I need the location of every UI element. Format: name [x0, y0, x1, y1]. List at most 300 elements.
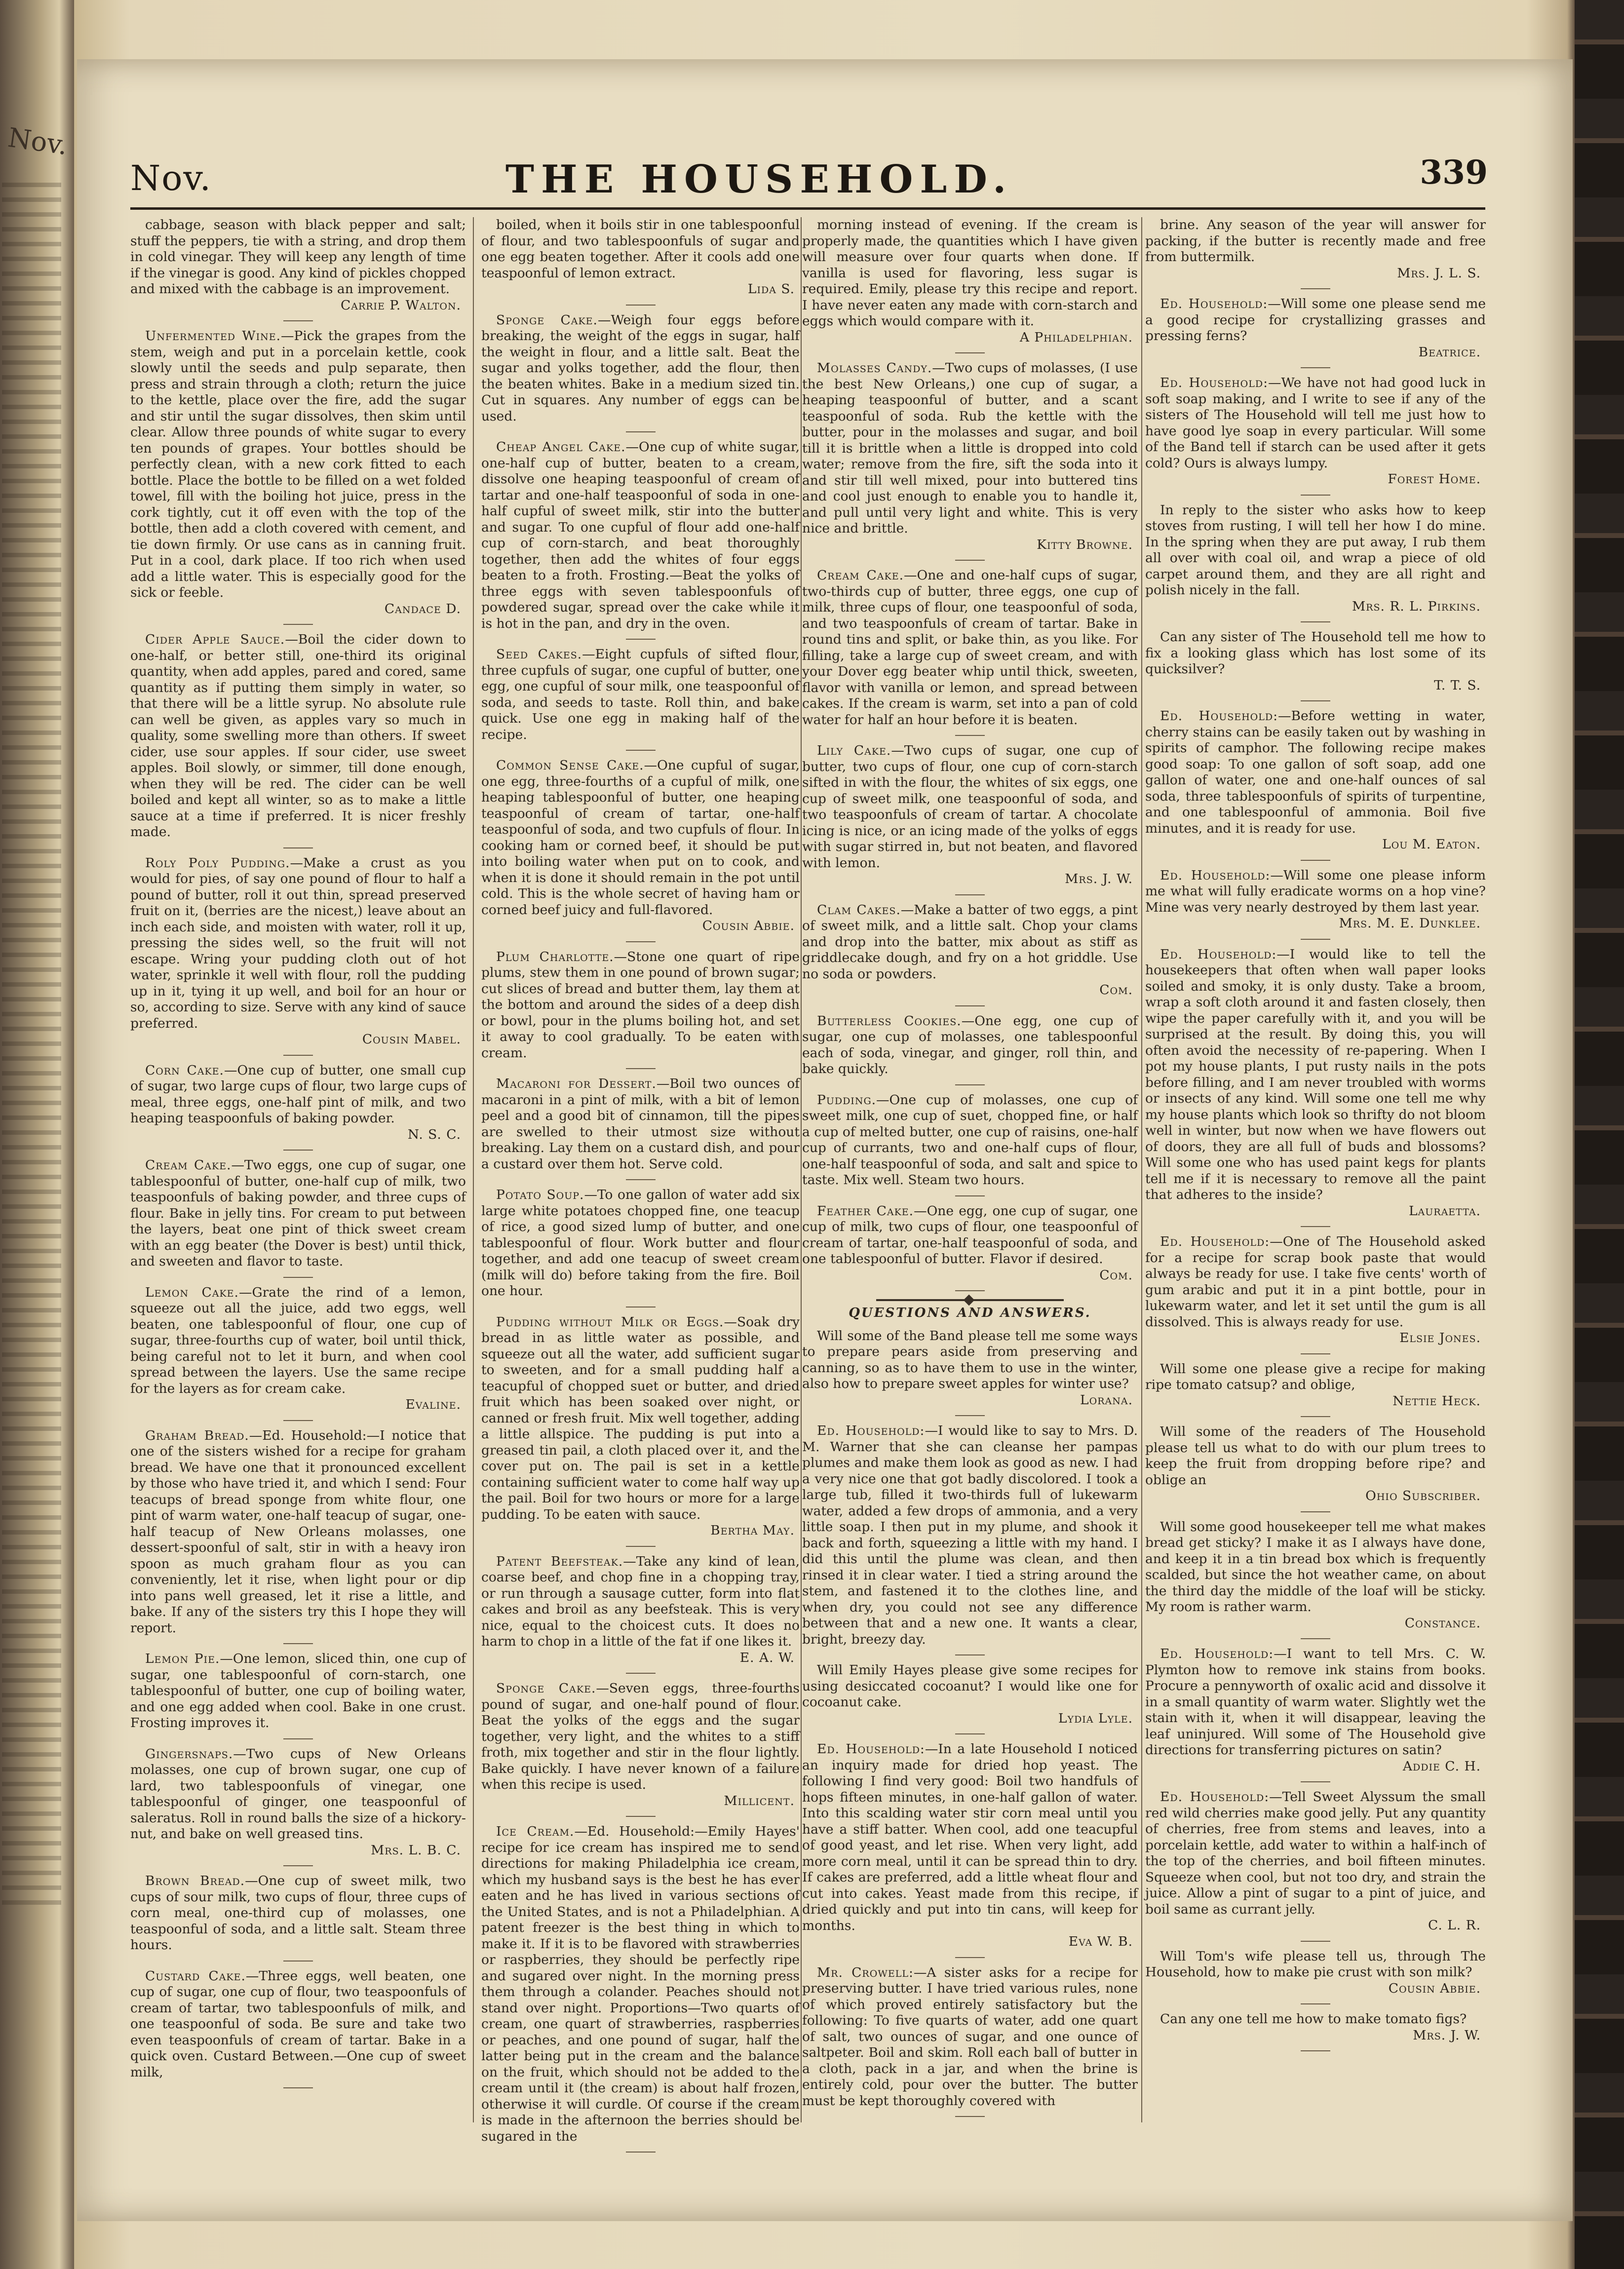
article-text: [130, 1873, 466, 1954]
article-heading: Unfermented Wine.: [145, 328, 281, 344]
article-separator: [955, 2116, 985, 2117]
article-body: —Make a batter of two eggs, a pint of sweet milk, and a little salt. Chop your clams and drop into the batter, mix about as stiff as griddlecake dough, and fry on a hot griddle. Use no soda or powders.: [802, 902, 1138, 982]
article-item: [1145, 947, 1486, 1220]
article-item: [1145, 1361, 1486, 1410]
article-separator: [626, 1179, 656, 1180]
article-text: [130, 855, 466, 1032]
article-text: [130, 632, 466, 841]
article-separator: [1301, 1941, 1330, 1942]
article-item: [130, 1063, 466, 1143]
column-2: [481, 217, 800, 2144]
header-title: THE HOUSEHOLD.: [505, 157, 1013, 202]
article-separator: [626, 1546, 656, 1547]
article-heading: Molasses Candy.: [817, 360, 932, 376]
article-text: [481, 312, 800, 425]
article-item: [1145, 502, 1486, 615]
article-signature: Forest Home.: [1388, 471, 1481, 487]
article-heading: Ed. Household:: [817, 1423, 925, 1438]
article-heading: Lemon Pie.: [145, 1651, 220, 1666]
article-text: [1145, 2011, 1486, 2028]
article-item: [481, 1824, 800, 2145]
article-signature: Carrie P. Walton.: [340, 297, 461, 313]
article-signature: Mrs. J. W.: [1413, 2027, 1481, 2043]
article-signature: Kitty Browne.: [1037, 537, 1133, 552]
article-separator: [955, 894, 985, 895]
article-separator: [626, 305, 656, 306]
article-item: [481, 949, 800, 1062]
article-separator: [955, 1654, 985, 1655]
article-separator: [1301, 495, 1330, 496]
article-text: [130, 1968, 466, 2081]
article-body: —I would like to say to Mrs. D. M. Warner that she can cleanse her pampas plumes and make them look as good as new. I had a very nice one that got badly discolored. I took a large tub, filled it two-thirds full of lukewarm water, added a few drops of ammonia, and a very little soap. I then put in my plume, and shook it back and forth, squeezing a little with my hand. I did this until the plume was clean, and then rinsed it in clear water. I tied a string around the stem, and fastened it to the clothes line, and when dry, you could not see any difference between that and a new one. It wants a clear, bright, breezy day.: [802, 1423, 1138, 1647]
article-signature: N. S. C.: [407, 1126, 461, 1142]
article-item: [481, 439, 800, 632]
article-body: —Take any kind of lean, coarse beef, and chop fine in a chopping tray, or run through a sausage cutter, form into flat cakes and broil as any beefsteak. This is very nice, equal to the choicest cuts. It does no harm to chop in a little of the fat if one likes it.: [481, 1553, 800, 1649]
column-3: [802, 217, 1138, 2122]
article-text: [1145, 1789, 1486, 1918]
article-text: [481, 439, 800, 632]
article-signature: Constance.: [1404, 1615, 1481, 1631]
article-separator: [955, 1290, 985, 1291]
article-item: [130, 1285, 466, 1413]
article-separator: [626, 1307, 656, 1308]
article-body: —Two cups of molasses, (I use the best New Orleans,) one cup of sugar, a heaping teaspoonful of butter, and a scant teaspoonful of soda. Rub the kettle with the butter, pour in the molasses and sugar, and boil till it is brittle when a little is dropped into cold water; remove from the fire, sift the soda into it and stir till well mixed, pour into buttered tins and cool just enough to enable you to handle it, and pull until very light and white. This is very nice and brittle.: [802, 360, 1138, 536]
article-item: [802, 1662, 1138, 1727]
article-signature: Com.: [1099, 1267, 1133, 1283]
article-item: [130, 1968, 466, 2081]
article-separator: [1301, 367, 1330, 368]
article-signature: T. T. S.: [1434, 677, 1481, 693]
article-signature: Nettie Heck.: [1392, 1393, 1481, 1409]
article-heading: Brown Bread.: [145, 1873, 245, 1888]
article-item: [802, 568, 1138, 728]
article-heading: Custard Cake.: [145, 1968, 246, 1984]
article-signature: Com.: [1099, 982, 1133, 998]
article-separator: [955, 560, 985, 561]
article-heading: Sponge Cake.: [496, 312, 598, 328]
article-text: [130, 1428, 466, 1637]
article-body: Will some good housekeeper tell me what makes bread get sticky? I make it as I always have done, and keep it in a tin bread box which is frequently scalded, but since the hot weather came, on about the third day the middle of the loaf will be sticky. My room is rather warm.: [1145, 1519, 1486, 1615]
article-body: —Grate the rind of a lemon, squeeze out all the juice, add two eggs, well beaten, one tablespoonful of flour, one cup of sugar, three-fourths cup of water, boil until thick, being careful not to let it burn, and when cool spread between the layers. Use the same recipe for the layers as for cream cake.: [130, 1284, 466, 1396]
article-signature: Cousin Mabel.: [362, 1032, 461, 1047]
article-separator: [1301, 2050, 1330, 2051]
article-body: —Two eggs, one cup of sugar, one tablespoonful of butter, one-half cup of milk, two teaspoonfuls of baking powder, and three cups of flour. Bake in jelly tins. For cream to put between the layers, beat one pint of thick sweet cream with an egg beater (the Dover is best) until thick, and sweeten and flavor to taste.: [130, 1157, 466, 1269]
article-item: [802, 1965, 1138, 2110]
article-signature: Bertha May.: [710, 1523, 795, 1538]
article-item: [802, 1013, 1138, 1077]
article-item: [1145, 1949, 1486, 1997]
article-text: [1145, 1424, 1486, 1488]
article-heading: Ed. Household:: [1160, 296, 1268, 311]
article-text: [1145, 1234, 1486, 1330]
article-body: —Soak dry bread in as little water as possible, and squeeze out all the water, add sufficient sugar to sweeten, and for a small pudding half a teacupful of chopped suet or butter, and dried fruit which has been soaked over night, or canned or fresh fruit. Mix well together, adding a little allspice. The pudding is put into a greased tin pail, a cloth placed over it, and the cover put on. The pail is set in a kettle containing sufficient water to come half way up the pail. Boil for two hours or more for a large pudding. To be eaten with sauce.: [481, 1314, 800, 1522]
article-separator: [955, 1957, 985, 1958]
article-separator: [1301, 1781, 1330, 1782]
article-separator: [955, 1415, 985, 1416]
article-heading: Macaroni for Dessert.: [496, 1076, 657, 1091]
article-body: —One cupful of sugar, one egg, three-fourths of a cupful of milk, one heaping tablespoonful of butter, one heaping teaspoonful of cream of tartar, one-half teaspoonful of soda, and two cupfuls of flour. In cooking ham or corned beef, it should be put into boiling water when put on to cook, and when it is done it should remain in the pot until cold. This is the whole secret of having ham or corned beef juicy and full-flavored.: [481, 758, 800, 918]
article-separator: [1301, 1353, 1330, 1354]
article-text: [1145, 1361, 1486, 1393]
article-heading: Cider Apple Sauce.: [145, 632, 285, 647]
article-text: [802, 1092, 1138, 1189]
article-text: [481, 1554, 800, 1650]
article-body: —One cup of molasses, one cup of sweet milk, one cup of suet, chopped fine, or half a cup of melted butter, one cup of raisins, one-half cup of currants, two and one-half cups of flour, one-half teaspoonful of soda, and salt and spice to taste. Mix well. Steam two hours.: [802, 1092, 1138, 1188]
article-text: [481, 949, 800, 1062]
article-body: —One cup of butter, one small cup of sugar, two large cups of flour, two large cups of meal, three eggs, one-half pint of milk, and two heaping teaspoonfuls of baking powder.: [130, 1062, 466, 1126]
article-text: [802, 1741, 1138, 1934]
article-item: [130, 855, 466, 1048]
article-body: —One egg, one cup of sugar, one cup of molasses, one tablespoonful each of soda, vinegar, and ginger, roll thin, and bake quickly.: [802, 1013, 1138, 1077]
article-separator: [626, 2152, 656, 2153]
article-body: —One egg, one cup of sugar, one cup of milk, two cups of flour, one teaspoonful of cream of tartar, one-half teaspoonful of soda, and one tablespoonful of butter. Flavor if desired.: [802, 1203, 1138, 1267]
article-heading: Clam Cakes.: [817, 902, 901, 918]
article-body: —Stone one quart of ripe plums, stew them in one pound of brown sugar; cut slices of bread and butter them, lay them at the bottom and around the sides of a deep dish or bowl, pour in the plums boiling hot, and set it away to cool gradually. To be eaten with cream.: [481, 949, 800, 1061]
article-item: [1145, 1646, 1486, 1774]
article-text: [1145, 947, 1486, 1203]
article-separator: [955, 1733, 985, 1734]
article-body: —One cup of sweet milk, two cups of sour milk, two cups of flour, three cups of corn meal, one-third cup of molasses, one teaspoonful of soda, and a little salt. Steam three hours.: [130, 1873, 466, 1953]
article-heading: Pudding.: [817, 1092, 877, 1108]
article-body: brine. Any season of the year will answer for packing, if the butter is recently made and free from buttermilk.: [1145, 217, 1486, 265]
article-text: [802, 568, 1138, 728]
article-heading: Ed. Household:: [817, 1741, 925, 1757]
article-item: [130, 1651, 466, 1731]
article-heading: Roly Poly Pudding.: [145, 855, 290, 871]
article-body: —Three eggs, well beaten, one cup of sugar, one cup of flour, two teaspoonfuls of cream of tartar, two tablespoonfuls of milk, and one teaspoonful of soda. Be sure and take two even teaspoonfuls of cream of tartar. Bake in a quick oven. Custard Between.—One cup of sweet milk,: [130, 1968, 466, 2080]
article-body: morning instead of evening. If the cream is properly made, the quantities which I have given will measure over four quarts when done. If vanilla is used for flavoring, less sugar is required. Emily, please try this recipe and report. I have never eaten any made with corn-starch and eggs which would compare with it.: [802, 217, 1138, 329]
left-page-month: Nov.: [6, 121, 70, 161]
article-separator: [283, 2087, 313, 2088]
article-text: [130, 1285, 466, 1397]
article-text: [130, 328, 466, 601]
article-body: —Ed. Household:—Emily Hayes' recipe for ice cream has inspired me to send directions for making Philadelphia ice cream, which my husband says is the best he has ever eaten and he has lived in various sections of the United States, and is not a Philadelphian. A patent freezer is the best thing in which to make it. If it is to be flavored with strawberries or raspberries, they should be perfectly ripe and sugared over night. In the morning press them through a colander. Peaches should not stand over night. Proportions—Two quarts of cream, one quart of strawberries, raspberries or peaches, and one pound of sugar, half the latter being put in the cream and the balance on the fruit, which should not be added to the cream until it (the cream) is about half frozen, otherwise it will curdle. Of course if the cream is made in the afternoon the berries should be sugared in the: [481, 1824, 800, 2144]
article-signature: Lauraetta.: [1408, 1203, 1481, 1219]
article-text: [802, 902, 1138, 983]
article-body: Will Tom's wife please tell us, through The Household, how to make pie crust with son milk?: [1145, 1948, 1486, 1980]
article-separator: [1301, 288, 1330, 289]
article-body: —Boil two ounces of macaroni in a pint of milk, with a bit of lemon peel and a good bit of cinnamon, till the pipes are swelled to their utmost size without breaking. Lay them on a custard dish, and pour a custard over them hot. Serve cold.: [481, 1076, 800, 1172]
article-signature: Lorana.: [1080, 1392, 1133, 1408]
article-item: [1145, 868, 1486, 932]
article-text: [1145, 1949, 1486, 1981]
article-signature: Lou M. Eaton.: [1382, 837, 1481, 852]
article-item: [1145, 1424, 1486, 1504]
article-signature: E. A. W.: [739, 1650, 795, 1665]
article-item: [130, 1428, 466, 1637]
article-item: [802, 1203, 1138, 1284]
article-signature: Mrs. L. B. C.: [371, 1842, 461, 1858]
article-item: [802, 1423, 1138, 1648]
article-text: [130, 217, 466, 298]
article-text: [1145, 708, 1486, 837]
article-signature: Mrs. R. L. Pirkins.: [1352, 598, 1481, 614]
article-text: [802, 1328, 1138, 1392]
article-body: In reply to the sister who asks how to keep stoves from rusting, I will tell her how I do mine. In the spring when they are put away, I rub them all over with coal oil, and wrap a piece of old carpet around them, and they are all right and polish nicely in the fall.: [1145, 502, 1486, 598]
column-divider: [473, 217, 474, 2122]
article-heading: Lily Cake.: [817, 743, 891, 758]
article-separator: [283, 624, 313, 625]
article-signature: Candace D.: [384, 601, 461, 616]
article-item: [130, 217, 466, 313]
article-item: [1145, 296, 1486, 360]
article-text: [1145, 375, 1486, 471]
article-body: —Eight cupfuls of sifted flour, three cupfuls of sugar, one cupful of butter, one egg, one cupful of sour milk, one teaspoonful of soda, and seeds to taste. Roll thin, and bake quick. Use one egg in making half of the recipe.: [481, 647, 800, 742]
article-item: [1145, 1234, 1486, 1346]
article-body: —We have not had good luck in soft soap making, and I write to see if any of the sisters of The Household will tell me just how to have good lye soap in every particular. Will some of the Band tell if starch can be used after it gets cold? Ours is always lumpy.: [1145, 375, 1486, 471]
article-heading: Lemon Cake.: [145, 1284, 239, 1300]
article-body: —Will some one please send me a good recipe for crystallizing grasses and pressing ferns?: [1145, 296, 1486, 344]
article-separator: [1301, 1638, 1330, 1639]
article-heading: Corn Cake.: [145, 1062, 224, 1078]
article-body: —Tell Sweet Alyssum the small red wild cherries make good jelly. Put any quantity of cherries, free from stems and leaves, into a porcelain kettle, add water to within a half-inch of the top of the cherries, and boil fifteen minutes. Squeeze when cool, but not too dry, and strain the juice. Allow a pint of sugar to a pint of juice, and boil same as currant jelly.: [1145, 1789, 1486, 1917]
article-item: [481, 1554, 800, 1666]
article-heading: Ice Cream.: [496, 1824, 575, 1839]
article-text: [481, 1681, 800, 1793]
article-body: —One cup of white sugar, one-half cup of butter, beaten to a cream, dissolve one heaping teaspoonful of cream of tartar and one-half teaspoonful of soda in one-half cupful of sweet milk, stir into the butter and sugar. To one cupful of flour add one-half cup of corn-starch, and beat thoroughly together, then add the whites of four eggs beaten to a froth. Frosting.—Beat the yolks of three eggs with seven tablespoonfuls of powdered sugar, spread over the cake while it is hot in the pan, and dry in the oven.: [481, 439, 800, 631]
article-body: Will some one please give a recipe for making ripe tomato catsup? and oblige,: [1145, 1361, 1486, 1392]
article-separator: [283, 1865, 313, 1866]
article-heading: Seed Cakes.: [496, 647, 582, 662]
article-separator: [955, 1195, 985, 1196]
article-item: [130, 1746, 466, 1859]
article-separator: [626, 750, 656, 751]
article-body: Will some of the readers of The Household please tell us what to do with our plum trees to keep the fruit from dropping before ripe? and oblige an: [1145, 1424, 1486, 1488]
article-item: [802, 902, 1138, 999]
article-signature: Addie C. H.: [1402, 1758, 1481, 1774]
article-body: cabbage, season with black pepper and salt; stuff the peppers, tie with a string, and drop them in cold vinegar. They will keep any length of time if the vinegar is good. Any kind of pickles chopped and mixed with the cabbage is an improvement.: [130, 217, 466, 297]
article-heading: Sponge Cake.: [496, 1681, 596, 1696]
article-separator: [283, 1643, 313, 1644]
article-heading: Butterless Cookies.: [817, 1013, 962, 1029]
article-item: [1145, 708, 1486, 853]
section-heading: QUESTIONS AND ANSWERS.: [849, 1306, 1091, 1320]
article-text: [481, 1076, 800, 1172]
article-separator: [626, 941, 656, 942]
article-item: [802, 360, 1138, 553]
article-separator: [283, 1150, 313, 1151]
article-item: [1145, 375, 1486, 488]
article-separator: [1301, 700, 1330, 701]
article-signature: A Philadelphian.: [1019, 329, 1133, 345]
article-body: boiled, when it boils stir in one tablespoonful of flour, and two tablespoonfuls of sugar and one egg beaten together. After it cools add one teaspoonful of lemon extract.: [481, 217, 800, 281]
article-heading: Gingersnaps.: [145, 1746, 233, 1762]
article-item: [481, 217, 800, 298]
article-separator: [626, 1673, 656, 1674]
article-signature: Elsie Jones.: [1399, 1330, 1481, 1346]
article-text: [802, 360, 1138, 537]
article-separator: [283, 1738, 313, 1739]
article-item: [802, 1741, 1138, 1950]
article-body: —One of The Household asked for a recipe for scrap book paste that would always be ready for use. I take five cents' worth of gum arabic and put it in a pint bottle, pour in lukewarm water, and let it set until the gum is all dissolved. This is always ready for use.: [1145, 1234, 1486, 1330]
article-signature: Mrs. J. L. S.: [1397, 265, 1481, 281]
article-separator: [1301, 621, 1330, 622]
book-edge: [1575, 0, 1624, 2269]
article-item: [1145, 1519, 1486, 1632]
article-text: [1145, 868, 1486, 916]
article-text: [802, 1013, 1138, 1077]
article-body: —Seven eggs, three-fourths pound of sugar, and one-half pound of flour. Beat the yolks of the eggs and the sugar together, very light, and the whites to a stiff froth, mix together and stir in the flour lightly. Bake quickly. I have never known of a failure when this recipe is used.: [481, 1681, 800, 1792]
article-text: [802, 1662, 1138, 1711]
article-text: [1145, 629, 1486, 678]
article-heading: Ed. Household:: [1160, 708, 1278, 724]
article-heading: Mr. Crowell:: [817, 1964, 914, 1980]
page-number: 339: [1420, 153, 1488, 192]
article-separator: [955, 735, 985, 736]
article-item: [481, 1314, 800, 1539]
column-divider: [1141, 217, 1142, 2122]
article-heading: Feather Cake.: [817, 1203, 914, 1219]
article-heading: Cream Cake.: [817, 568, 904, 583]
article-body: Will some of the Band please tell me some ways to prepare pears aside from preserving and canning, so as to have them to use in the winter, also how to prepare sweet apples for winter use?: [802, 1328, 1138, 1391]
article-item: [130, 1157, 466, 1270]
article-text: [481, 647, 800, 743]
article-heading: Cheap Angel Cake.: [496, 439, 626, 455]
section-ornament: [876, 1299, 1064, 1301]
column-4: [1145, 217, 1486, 2122]
page-header: [130, 148, 1488, 202]
article-heading: Ed. Household:: [1160, 946, 1277, 962]
article-separator: [1301, 860, 1330, 861]
article-separator: [955, 1084, 985, 1085]
article-heading: Ed. Household:: [1160, 375, 1268, 390]
article-text: [1145, 296, 1486, 345]
article-text: [802, 1423, 1138, 1648]
header-rule: [130, 207, 1485, 210]
article-separator: [626, 639, 656, 640]
article-signature: C. L. R.: [1428, 1918, 1481, 1933]
article-separator: [283, 1055, 313, 1056]
article-signature: Mrs. M. E. Dunklee.: [1339, 916, 1481, 931]
article-separator: [1301, 939, 1330, 940]
article-body: Will Emily Hayes please give some recipes for using desiccated cocoanut? I would like one for cocoanut cake.: [802, 1662, 1138, 1710]
article-text: [1145, 1646, 1486, 1759]
article-heading: Ed. Household:: [1160, 1789, 1270, 1805]
article-item: [802, 1092, 1138, 1189]
article-text: [130, 1746, 466, 1843]
article-body: —Weigh four eggs before breaking, the weight of the eggs in sugar, half the weight in flour, and a little salt. Beat the sugar and yolks together, add the flour, then the beaten whites. Bake in a medium sized tin. Cut in squares. Any number of eggs can be used.: [481, 312, 800, 424]
article-body: —Two cups of sugar, one cup of butter, two cups of flour, one cup of corn-starch sifted in with the flour, the whites of six eggs, one cup of sweet milk, one teaspoonful of soda, and two teaspoonfuls of cream of tartar. A chocolate icing is nice, or an icing made of the yolks of eggs with sugar stirred in, but not beaten, and flavored with lemon.: [802, 743, 1138, 871]
header-month: Nov.: [130, 158, 212, 198]
article-body: —Make a crust as you would for pies, of say one pound of flour to half a pound of butter, roll it out thin, spread preserved fruit on it, (berries are the nicest,) leave about an inch each side, and moisten with water, roll it up, pressing the sides well, so the fruit will not escape. Wring your pudding cloth out of hot water, sprinkle it well with flour, roll the pudding up in it, tying it up well, and boil for an hour or so, according to size. Serve with any kind of sauce preferred.: [130, 855, 466, 1031]
article-body: —Ed. Household:—I notice that one of the sisters wished for a recipe for graham bread. We have one that it pronounced excellent by those who have tried it, and which I send: Four teacups of bread sponge from white flour, one pint of warm water, one-half teacup of sugar, one-half teacup of New Orleans molasses, one dessert-spoonful of salt, stir in with a heavy iron spoon as much graham flour as you can conveniently, let it rise, when light pour or dip into pans well greased, let it rise a little, and bake. If any of the sisters try this I hope they will report.: [130, 1427, 466, 1636]
article-item: [1145, 1789, 1486, 1934]
article-separator: [283, 847, 313, 848]
article-signature: Lydia Lyle.: [1058, 1710, 1133, 1726]
column-1: [130, 217, 466, 2122]
article-heading: Common Sense Cake.: [496, 758, 644, 773]
article-item: [481, 312, 800, 425]
article-heading: Ed. Household:: [1160, 1234, 1270, 1249]
article-body: —Two cups of New Orleans molasses, one cup of brown sugar, one cup of lard, two tablespoonfuls of vinegar, one tablespoonful of ginger, one teaspoonful of saleratus. Roll in round balls the size of a hickory-nut, and bake on well greased tins.: [130, 1746, 466, 1842]
article-separator: [1301, 2003, 1330, 2004]
article-separator: [1301, 1416, 1330, 1417]
article-separator: [1301, 1226, 1330, 1227]
article-body: —A sister asks for a recipe for preserving butter. I have tried various rules, none of which proved entirely satisfactory but the following: To five quarts of water, add one quart of salt, two ounces of sugar, and one ounce of saltpeter. Boil and skim. Roll each ball of butter in a cloth, pack in a jar, and when the brine is entirely cold, pour over the butter. The butter must be kept thoroughly covered with: [802, 1964, 1138, 2109]
article-item: [481, 647, 800, 743]
article-signature: Lida S.: [747, 281, 795, 297]
article-item: [1145, 2011, 1486, 2043]
article-text: [130, 1157, 466, 1270]
article-separator: [1301, 1511, 1330, 1512]
article-body: Can any sister of The Household tell me how to fix a looking glass which has lost some of its quicksilver?: [1145, 629, 1486, 677]
article-signature: Ohio Subscriber.: [1365, 1488, 1481, 1503]
article-body: —Pick the grapes from the stem, weigh and put in a porcelain kettle, cook slowly until the seeds and pulp separate, then press and strain through a cloth; return the juice to the kettle, place over the fire, add the sugar and stir until the sugar dissolves, then skim until clear. Allow three pounds of white sugar to every ten pounds of grapes. Your bottles should be perfectly clean, with a new cork fitted to each bottle. Place the bottle to be filled on a wet folded towel, fill with the boiling hot juice, press in the cork tightly, cut it off even with the top of the bottle, then add a cloth covered with cement, and tie down firmly. Or use cans as in canning fruit. Put in a cool, dark place. If too rich when used add a little water. This is especially good for the sick or feeble.: [130, 328, 466, 600]
article-heading: Potato Soup.: [496, 1187, 584, 1202]
article-heading: Plum Charlotte.: [496, 949, 614, 964]
article-body: Can any one tell me how to make tomato figs?: [1160, 2011, 1467, 2027]
article-text: [481, 1314, 800, 1523]
article-signature: Beatrice.: [1418, 344, 1481, 360]
article-text: [481, 758, 800, 918]
article-body: —To one gallon of water add six large white potatoes chopped fine, one teacup of rice, a good sized lump of butter, and one tablespoonful of flour. Work butter and flour together, and add one teacup of sweet cream (milk will do) before taking from the fire. Boil one hour.: [481, 1187, 800, 1299]
article-separator: [626, 431, 656, 432]
article-item: [1145, 217, 1486, 281]
article-separator: [626, 1816, 656, 1817]
article-signature: Cousin Abbie.: [1388, 1980, 1481, 1996]
article-signature: Evaline.: [405, 1397, 461, 1412]
article-heading: Ed. Household:: [1160, 1646, 1274, 1661]
article-text: [802, 1965, 1138, 2110]
article-item: [1145, 629, 1486, 693]
article-heading: Cream Cake.: [145, 1157, 232, 1173]
article-separator: [283, 1277, 313, 1278]
article-item: [481, 1681, 800, 1809]
article-item: [481, 1187, 800, 1300]
article-separator: [283, 320, 313, 321]
article-item: [802, 743, 1138, 887]
article-signature: Millicent.: [724, 1793, 795, 1808]
article-heading: Ed. Household:: [1160, 867, 1271, 883]
article-separator: [955, 1005, 985, 1006]
article-text: [1145, 1519, 1486, 1615]
article-text: [481, 217, 800, 281]
article-text: [802, 217, 1138, 330]
article-separator: [626, 1068, 656, 1069]
article-body: —One lemon, sliced thin, one cup of sugar, one tablespoonful of corn-starch, one tablespoonful of butter, one cup of boiling water, and one egg added when cool. Bake in one crust. Frosting improves it.: [130, 1651, 466, 1731]
article-item: [481, 758, 800, 934]
left-page-edge: [0, 0, 74, 2269]
article-text: [130, 1651, 466, 1731]
article-heading: Graham Bread.: [145, 1427, 249, 1443]
article-body: —One and one-half cups of sugar, two-thirds cup of butter, three eggs, one cup of milk, three cups of flour, one teaspoonful of soda, and two teaspoonfuls of cream of tartar. Bake in round tins and split, or bake thin, as you like. For filling, take a large cup of sweet cream, and with your Dover egg beater whip until thick, sweeten, flavor with vanilla or lemon, and spread between cakes. If the cream is warm, set into a pan of cold water for half an hour before it is beaten.: [802, 568, 1138, 728]
article-text: [1145, 217, 1486, 266]
article-item: [130, 632, 466, 841]
article-text: [802, 743, 1138, 871]
article-text: [130, 1063, 466, 1127]
left-page-text-fragments: [2, 183, 61, 1910]
article-separator: [283, 1420, 313, 1421]
article-signature: Mrs. J. W.: [1065, 871, 1133, 886]
column-divider: [801, 217, 802, 2122]
article-signature: Cousin Abbie.: [702, 918, 795, 933]
article-heading: Patent Beefsteak.: [496, 1553, 623, 1569]
article-text: [481, 1824, 800, 2145]
article-signature: Eva W. B.: [1068, 1934, 1133, 1949]
article-item: [130, 328, 466, 617]
article-text: [481, 1187, 800, 1300]
article-item: [481, 1076, 800, 1172]
article-text: [1145, 502, 1486, 599]
article-body: —Will some one please inform me what will fully eradicate worms on a hop vine? Mine was very nearly destroyed by them last year.: [1145, 867, 1486, 915]
article-heading: Pudding without Milk or Eggs.: [496, 1314, 724, 1330]
article-body: —Before wetting in water, cherry stains can be easily taken out by washing in spirits of camphor. The following recipe makes good soap: To one gallon of soft soap, add one gallon of water, one and one-half ounces of sal soda, three tablespoonfuls of spirits of turpentine, and one tablespoonful of ammonia. Boil five minutes, and it is ready for use.: [1145, 708, 1486, 836]
article-item: [130, 1873, 466, 1954]
article-separator: [955, 352, 985, 353]
article-item: [802, 1328, 1138, 1409]
article-body: —Boil the cider down to one-half, or better still, one-third its original quantity, when add apples, pared and cored, same quantity as if putting them simply in water, so that there will be a little syrup. No absolute rule can well be given, as apples vary so much in quality, some swelling more than others. If sweet cider, use sour apples. If sour cider, use sweet apples. Boil slowly, or simmer, till done enough, when they will be red. The cider can be well boiled and kept all winter, so as to make a little sauce at a time if preferred. It is nicer freshly made.: [130, 632, 466, 840]
article-body: —I would like to tell the housekeepers that often when wall paper looks soiled and smoky, it is only dusty. Take a broom, wrap a soft cloth around it and fasten closely, then wipe the paper carefully with it, and you will be surprised at the result. By doing this, you will often avoid the necessity of re-papering. When I pot my house plants, I put rusty nails in the pots before filling, and I am never troubled with worms or insects of any kind. Will some one tell me why my house plants which look so thrifty do not bloom well in winter, but now when we have flowers out of doors, they are all full of buds and blossoms? Will some one who has used paint kegs for plants tell me if it is necessary to remove all the paint that adheres to the inside?: [1145, 946, 1486, 1202]
